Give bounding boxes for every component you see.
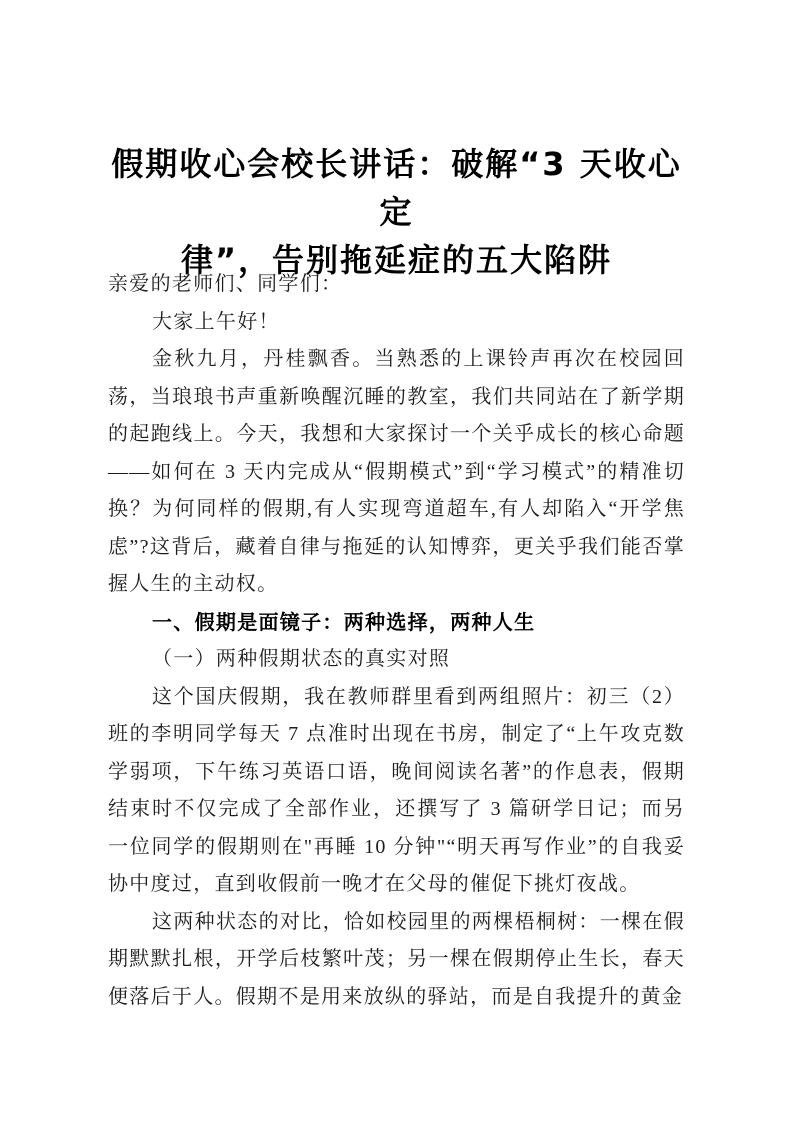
- paragraph-salutation: 亲爱的老师们、同学们：: [108, 273, 343, 295]
- document-body: [108, 266, 685, 1016]
- document-title: [108, 140, 685, 284]
- paragraph-greeting: 大家上午好！: [152, 310, 280, 333]
- section-heading-one: 一、假期是面镜子：两种选择，两种人生: [152, 609, 536, 634]
- document-title-line-2: 律”，告别拖延症的五大陷阱: [180, 241, 613, 279]
- paragraph-intro: 金秋九月，丹桂飘香。当熟悉的上课铃声再次在校园回荡，当琅琅书声重新唤醒沉睡的教室，我们共同站在了新学期的起跑线上。今天，我想和大家探讨一个关乎成长的核心命题——如何在 3 天内完成从“假期模式”到“学习模式”的精准切换？为何同样的假期,有人实现弯道超车,有人却陷入“开学焦虑”?这背后，藏着自律与拖延的认知博弈，更关乎我们能否掌握人生的主动权。: [108, 348, 685, 595]
- paragraph-example: 这个国庆假期，我在教师群里看到两组照片：初三（2）班的李明同学每天 7 点准时出现在书房，制定了“上午攻克数学弱项，下午练习英语口语，晚间阅读名著”的作息表，假期结束时不仅完成了全部作业，还撰写了 3 篇研学日记；而另一位同学的假期则在"再睡 10 分钟"“明天再写作业”的自我妥协中度过，直到收假前一晚才在父母的催促下挑灯夜战。: [108, 685, 685, 895]
- paragraph-comparison: 这两种状态的对比，恰如校园里的两棵梧桐树：一棵在假期默默扎根，开学后枝繁叶茂；另一棵在假期停止生长，春天便落后于人。假期不是用来放纵的驿站，而是自我提升的黄金: [108, 910, 685, 1008]
- document-title-line-1: 假期收心会校长讲话：破解“3 天收心定: [111, 145, 682, 231]
- subsection-heading-one-one: （一）两种假期状态的真实对照: [152, 648, 451, 670]
